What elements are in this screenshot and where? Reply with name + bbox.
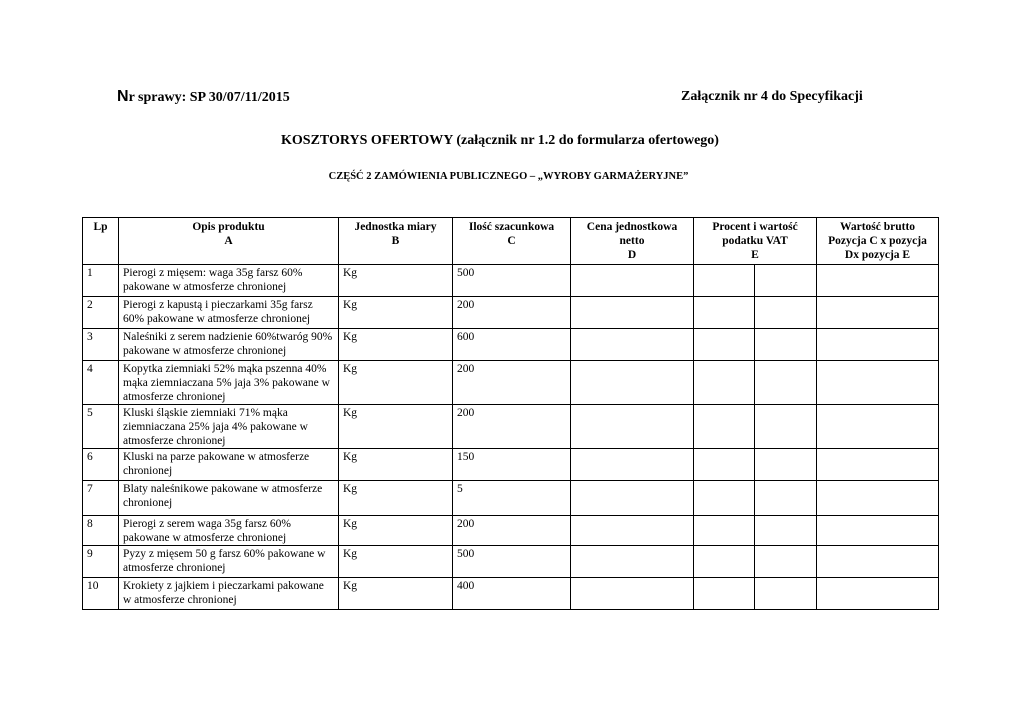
- cell-lp: 2: [83, 297, 119, 329]
- cell-vat-value[interactable]: [755, 481, 817, 516]
- cell-lp: 1: [83, 265, 119, 297]
- cell-vat-percent[interactable]: [694, 449, 755, 481]
- column-header-unit: Jednostka miary B: [339, 218, 453, 265]
- cell-vat-percent[interactable]: [694, 329, 755, 361]
- cell-gross-value[interactable]: [817, 546, 939, 578]
- cell-quantity: 150: [453, 449, 571, 481]
- cell-quantity: 200: [453, 297, 571, 329]
- cell-description: Pierogi z kapustą i pieczarkami 35g farsz 60% pakowane w atmosferze chronionej: [119, 297, 339, 329]
- cell-vat-percent[interactable]: [694, 516, 755, 546]
- table-row: [83, 405, 939, 449]
- cell-gross-value[interactable]: [817, 449, 939, 481]
- cell-unit-price[interactable]: [571, 578, 694, 610]
- cell-description: Pierogi z serem waga 35g farsz 60% pakowane w atmosferze chronionej: [119, 516, 339, 546]
- table-row: [83, 329, 939, 361]
- case-number-text: r sprawy: SP 30/07/11/2015: [128, 90, 290, 105]
- case-number: [117, 88, 290, 106]
- cell-unit: Kg: [339, 481, 453, 516]
- cell-vat-percent[interactable]: [694, 546, 755, 578]
- cell-unit: Kg: [339, 265, 453, 297]
- cell-lp: 9: [83, 546, 119, 578]
- cost-estimate-table: [82, 217, 939, 610]
- table-header-row: [83, 218, 939, 265]
- table-row: [83, 265, 939, 297]
- table-row: [83, 481, 939, 516]
- cell-unit: Kg: [339, 546, 453, 578]
- column-header-lp: Lp: [83, 218, 119, 265]
- cell-gross-value[interactable]: [817, 516, 939, 546]
- cell-description: Kluski na parze pakowane w atmosferze chronionej: [119, 449, 339, 481]
- cell-vat-value[interactable]: [755, 297, 817, 329]
- document-subtitle: CZĘŚĆ 2 ZAMÓWIENIA PUBLICZNEGO – „WYROBY GARMAŻERYJNE”: [328, 171, 689, 182]
- cell-gross-value[interactable]: [817, 481, 939, 516]
- cell-vat-percent[interactable]: [694, 405, 755, 449]
- cell-description: Blaty naleśnikowe pakowane w atmosferze chronionej: [119, 481, 339, 516]
- table-row: [83, 546, 939, 578]
- cell-quantity: 5: [453, 481, 571, 516]
- cell-gross-value[interactable]: [817, 265, 939, 297]
- cell-vat-value[interactable]: [755, 449, 817, 481]
- cell-unit: Kg: [339, 297, 453, 329]
- cell-unit: Kg: [339, 578, 453, 610]
- cell-gross-value[interactable]: [817, 361, 939, 405]
- cell-quantity: 200: [453, 361, 571, 405]
- cell-lp: 5: [83, 405, 119, 449]
- table-row: [83, 578, 939, 610]
- cell-vat-value[interactable]: [755, 329, 817, 361]
- cell-gross-value[interactable]: [817, 578, 939, 610]
- cell-unit: Kg: [339, 329, 453, 361]
- cell-vat-value[interactable]: [755, 578, 817, 610]
- cell-unit-price[interactable]: [571, 405, 694, 449]
- cell-description: Pyzy z mięsem 50 g farsz 60% pakowane w atmosferze chronionej: [119, 546, 339, 578]
- cell-lp: 8: [83, 516, 119, 546]
- cell-quantity: 200: [453, 516, 571, 546]
- cell-unit: Kg: [339, 516, 453, 546]
- cell-gross-value[interactable]: [817, 329, 939, 361]
- cell-vat-value[interactable]: [755, 265, 817, 297]
- cell-gross-value[interactable]: [817, 405, 939, 449]
- cell-unit-price[interactable]: [571, 329, 694, 361]
- cell-unit: Kg: [339, 449, 453, 481]
- cell-unit-price[interactable]: [571, 361, 694, 405]
- cell-unit-price[interactable]: [571, 265, 694, 297]
- cell-vat-percent[interactable]: [694, 481, 755, 516]
- cell-lp: 3: [83, 329, 119, 361]
- cell-quantity: 500: [453, 265, 571, 297]
- column-header-description: Opis produktu A: [119, 218, 339, 265]
- cell-vat-value[interactable]: [755, 546, 817, 578]
- cell-vat-percent[interactable]: [694, 361, 755, 405]
- cell-unit: Kg: [339, 405, 453, 449]
- cell-quantity: 500: [453, 546, 571, 578]
- attachment-label: Załącznik nr 4 do Specyfikacji: [681, 89, 863, 104]
- case-number-initial: N: [117, 88, 129, 105]
- cell-vat-percent[interactable]: [694, 297, 755, 329]
- cell-vat-percent[interactable]: [694, 265, 755, 297]
- cell-lp: 7: [83, 481, 119, 516]
- cell-unit-price[interactable]: [571, 516, 694, 546]
- cell-lp: 10: [83, 578, 119, 610]
- cell-vat-value[interactable]: [755, 516, 817, 546]
- column-header-unit-price: Cena jednostkowa netto D: [571, 218, 694, 265]
- document-title: KOSZTORYS OFERTOWY (załącznik nr 1.2 do formularza ofertowego): [281, 133, 719, 148]
- cell-quantity: 400: [453, 578, 571, 610]
- table-row: [83, 361, 939, 405]
- cell-unit: Kg: [339, 361, 453, 405]
- cell-description: Kluski śląskie ziemniaki 71% mąka ziemniaczana 25% jaja 4% pakowane w atmosferze chronionej: [119, 405, 339, 449]
- cell-description: Kopytka ziemniaki 52% mąka pszenna 40% mąka ziemniaczana 5% jaja 3% pakowane w atmosferze chronionej: [119, 361, 339, 405]
- cell-gross-value[interactable]: [817, 297, 939, 329]
- cell-vat-percent[interactable]: [694, 578, 755, 610]
- cell-quantity: 200: [453, 405, 571, 449]
- cell-description: Naleśniki z serem nadzienie 60%twaróg 90% pakowane w atmosferze chronionej: [119, 329, 339, 361]
- cell-unit-price[interactable]: [571, 449, 694, 481]
- table-row: [83, 297, 939, 329]
- cell-lp: 6: [83, 449, 119, 481]
- table-row: [83, 516, 939, 546]
- cell-unit-price[interactable]: [571, 297, 694, 329]
- cell-unit-price[interactable]: [571, 481, 694, 516]
- cell-unit-price[interactable]: [571, 546, 694, 578]
- cell-description: Pierogi z mięsem: waga 35g farsz 60% pakowane w atmosferze chronionej: [119, 265, 339, 297]
- cell-lp: 4: [83, 361, 119, 405]
- table-row: [83, 449, 939, 481]
- cell-quantity: 600: [453, 329, 571, 361]
- column-header-gross-value: Wartość brutto Pozycja C x pozycja Dx pozycja E: [817, 218, 939, 265]
- cell-description: Krokiety z jajkiem i pieczarkami pakowane w atmosferze chronionej: [119, 578, 339, 610]
- cell-vat-value[interactable]: [755, 361, 817, 405]
- cell-vat-value[interactable]: [755, 405, 817, 449]
- column-header-quantity: Ilość szacunkowa C: [453, 218, 571, 265]
- column-header-vat: Procent i wartość podatku VAT E: [694, 218, 817, 265]
